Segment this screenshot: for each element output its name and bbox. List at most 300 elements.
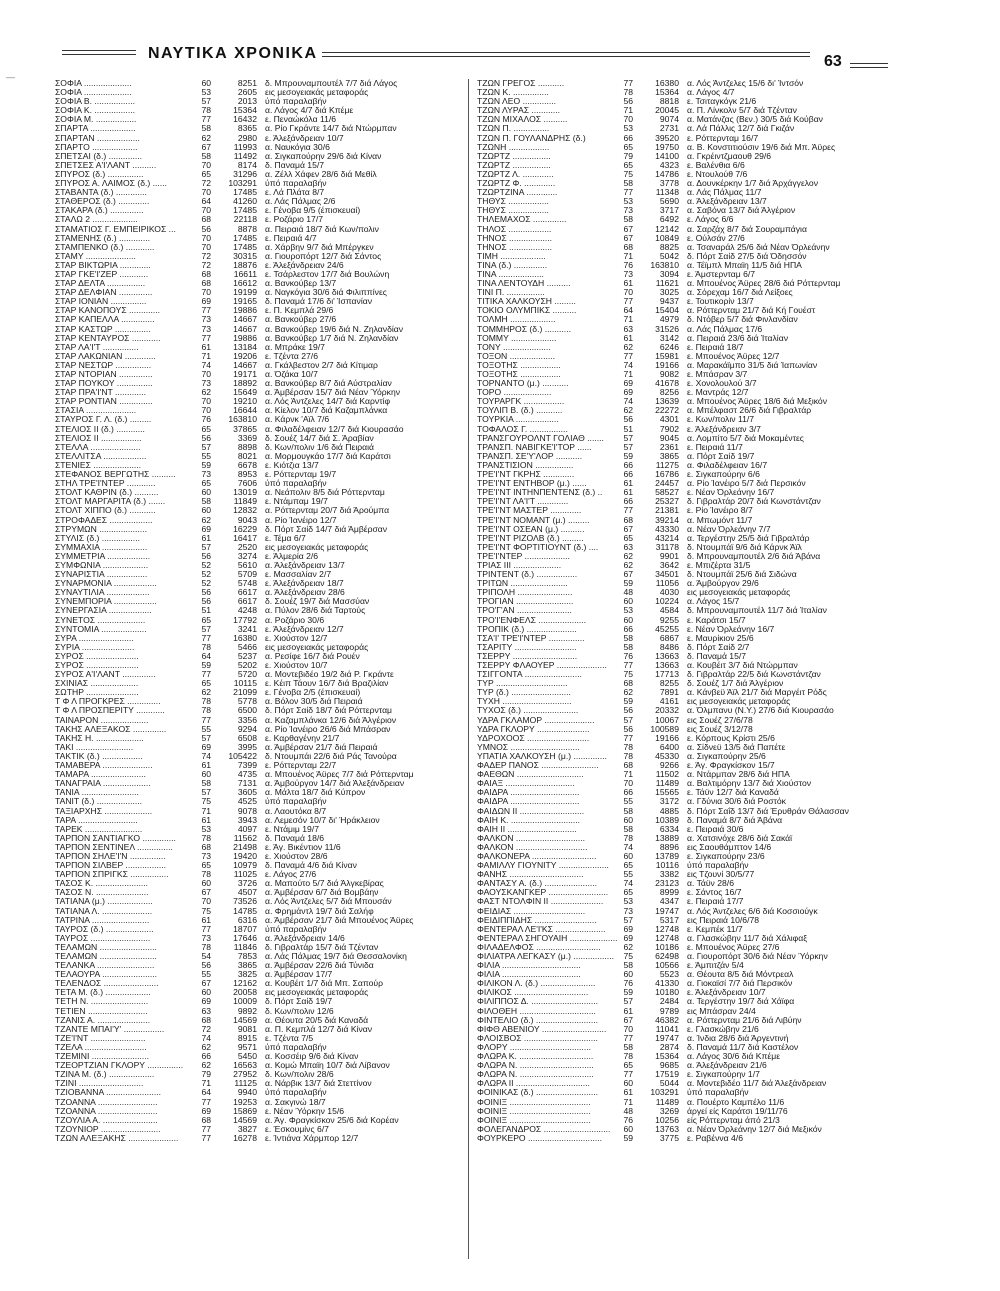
ship-row — [55, 788, 464, 797]
ship-name: ΤΖΩΡΤΖ Φ. ............. — [477, 179, 556, 189]
position-note: ε. Ρόττερνταμ 22/7 — [265, 761, 337, 771]
position-note: ε. Νέαν Όρλεάνην 16/7 — [687, 624, 775, 634]
position-note: ε. Ρόττερνταμ 16/7 — [687, 133, 759, 143]
ship-name: ΤΑΚΤΙΚ (δ.) ................. — [55, 751, 143, 761]
tonnage: 19206 — [233, 351, 257, 361]
ship-name: ΦΑΣΤ ΝΤΟΛΦΙΝ ΙΙ ...................... — [477, 897, 604, 907]
ship-name: ΦΛΩΡΑ ΙΙ ............................... — [477, 1079, 590, 1089]
tonnage: 11275 — [655, 460, 679, 470]
position-note: α. Όλμπανυ (Ν.Υ.) 27/6 διά Κιουρασάο — [687, 706, 834, 716]
ship-row — [477, 734, 887, 743]
position-note: ε. Κέιπ Τάουν 16/7 διά Βραζιλίαν — [265, 679, 389, 689]
tonnage: 18707 — [233, 924, 257, 934]
ship-name: ΣΤΑΡ ΝΤΟΡΙΑΝ .............. — [55, 370, 153, 379]
ship-row — [477, 743, 887, 752]
tonnage: 5317 — [659, 915, 679, 925]
ship-name: ΦΙΛΟΘΕΗ ................................ — [477, 1006, 596, 1016]
position-note: α. Μαρακάϊμπο 31/5 διά Ίαπωνίαν — [687, 360, 818, 370]
ship-name: ΦΕΙΔΙΑΣ .............................. — [477, 906, 586, 916]
build-year: 65 — [201, 479, 211, 489]
position-note: α. Άλεξάνδρειαν 14/6 — [265, 933, 345, 943]
ship-row — [477, 270, 887, 279]
ship-name: ΣΤΥΛΙΣ (δ.) ................ — [55, 533, 140, 543]
tonnage: 4301 — [659, 415, 679, 425]
ship-row — [55, 652, 464, 661]
position-note: άργεί είς Καράτσι 19/11/76 — [687, 1106, 788, 1116]
position-note: ε. Μασσαλίαν 2/7 — [265, 570, 332, 580]
build-year: 56 — [201, 224, 211, 234]
ship-name: ΦΟΙΝΙΞ .................................. — [477, 1097, 591, 1107]
ship-name: ΤΙΝΑ ................... — [477, 269, 544, 279]
tonnage: 103291 — [650, 1088, 679, 1098]
build-year: 70 — [623, 1024, 633, 1034]
ship-row — [55, 579, 464, 588]
tonnage: 163810 — [228, 415, 257, 425]
tonnage: 3827 — [237, 1124, 257, 1134]
ship-row — [477, 925, 887, 934]
ship-name: ΣΥΝΕΤΟΣ .................... — [55, 615, 146, 625]
tonnage: 4735 — [237, 770, 257, 780]
position-note: ε. Ντάμιμ 19/7 — [265, 824, 319, 834]
ship-name: ΤΡΕ'Ι'ΝΤ ΦΟΡΤΙΤΙΟΥΝΤ (δ.) .... — [477, 542, 599, 552]
build-year: 60 — [201, 506, 211, 516]
ship-name: ΤΥΡ (δ.) ......................... — [477, 688, 571, 698]
position-note: α. Τάϋν 28/6 — [687, 879, 734, 889]
ship-name: ΤΟΡΟ .................... — [477, 388, 552, 398]
ship-row — [55, 1034, 464, 1043]
ship-name: ΤΕΛΑΝΚΑ ........................ — [55, 961, 155, 971]
tonnage: 5610 — [237, 560, 257, 570]
position-note: εις μεσογειακάς μεταφοράς — [265, 988, 369, 998]
ship-name: ΥΠΑΤΙΑ ΧΑΛΚΟΥΣΗ (μ.) .............. — [477, 751, 607, 761]
build-year: 57 — [201, 542, 211, 552]
position-note: ε. Χονολουλού 3/7 — [687, 379, 757, 389]
ship-name: ΣΤΕΦΑΝΟΣ ΒΕΡΓΩΤΗΣ .......... — [55, 470, 176, 480]
ship-name: ΤΑΚΗΣ Η. .................... — [55, 733, 144, 743]
ship-name: ΦΛΟΙΣΒΟΣ ............................... — [477, 1033, 598, 1043]
build-year: 79 — [201, 1070, 211, 1080]
build-year: 70 — [201, 160, 211, 170]
build-year: 69 — [201, 524, 211, 534]
tonnage: 25327 — [655, 497, 679, 507]
ship-name: ΤΗΛΕΜΑΧΟΣ .............. — [477, 215, 567, 225]
tonnage: 105422 — [228, 751, 257, 761]
build-year: 60 — [623, 597, 633, 607]
ship-row — [477, 197, 887, 206]
tonnage: 4507 — [237, 888, 257, 898]
tonnage: 43214 — [655, 533, 679, 543]
position-note: δ. Πόρτ Σαίδ 2/7 — [687, 642, 750, 652]
ship-row — [55, 270, 464, 279]
ship-row — [55, 743, 464, 752]
position-note: ε. Μπάσραν 3/7 — [687, 370, 748, 379]
position-note: δ. Σουέζ 19/7 διά Μασσύαν — [265, 597, 370, 607]
ship-row — [55, 1043, 464, 1052]
ship-name: ΤΡΑΝΣΓΟΥΡΟΛΝΤ ΓΟΛΙΑΘ ....... — [477, 433, 604, 443]
build-year: 60 — [201, 770, 211, 780]
ship-row — [55, 907, 464, 916]
build-year: 76 — [623, 260, 633, 270]
header-rule-right-bottom — [850, 67, 888, 68]
tonnage: 19165 — [233, 297, 257, 307]
ship-row — [55, 988, 464, 997]
ship-row — [477, 1061, 887, 1070]
ship-name: ΦΟΙΝΙΚΑΣ (δ.) .......................... — [477, 1088, 599, 1098]
position-note: ε. Ραβέννα 4/6 — [687, 1133, 743, 1143]
ship-name: ΦΛΩΡΑ Ν. ............................... — [477, 1061, 594, 1071]
tonnage: 12748 — [655, 933, 679, 943]
position-note: α. Λάγος 4/7 — [687, 88, 735, 98]
position-note: δ. Κων/πολιν 28/6 — [265, 1070, 334, 1080]
ship-row — [55, 606, 464, 615]
ship-row — [477, 816, 887, 825]
position-note: ε. Άλεξάνδρειαν 12/7 — [265, 624, 344, 634]
tonnage: 16380 — [233, 633, 257, 643]
build-year: 53 — [623, 606, 633, 616]
build-year: 58 — [623, 642, 633, 652]
build-year: 65 — [623, 142, 633, 152]
tonnage: 5523 — [659, 970, 679, 980]
position-note: εις Σαουθάμπτον 14/6 — [687, 842, 772, 852]
ship-row — [477, 1125, 887, 1134]
build-year: 64 — [201, 197, 211, 207]
ship-name: ΤΗΝΟΣ .................. — [477, 242, 553, 252]
position-note: ε. Άλμερία 2/6 — [265, 551, 319, 561]
ship-name: ΤΖΙΝΑ Μ. (δ.) ................... — [55, 1070, 155, 1080]
ship-row — [477, 279, 887, 288]
position-note: α. Τσαναράλ 25/6 διά Νέαν Όρλεάνην — [687, 242, 830, 252]
position-note: ε. Ούλσάν 27/6 — [687, 233, 745, 243]
build-year: 66 — [623, 624, 633, 634]
position-note: ε. Πειραιά 11/7 — [687, 442, 743, 452]
build-year: 78 — [201, 106, 211, 116]
ship-row — [55, 643, 464, 652]
tonnage: 21498 — [233, 842, 257, 852]
ship-name: ΤΑΜΑΒΕΡΑ ..................... — [55, 761, 153, 771]
ship-name: ΤΟΝΥ .................... — [477, 342, 551, 352]
position-note: α. Μπράκε 19/7 — [265, 342, 325, 352]
tonnage: 21099 — [233, 688, 257, 698]
build-year: 61 — [623, 1088, 633, 1098]
build-year: 77 — [201, 115, 211, 125]
tonnage: 8999 — [659, 888, 679, 898]
ship-name: ΤΖΩΝ ΛΕΟ .............. — [477, 97, 557, 107]
position-note: δ. Πόρτ Σαΐδ 13/7 διά Έρυθράν Θάλασσαν — [687, 806, 849, 816]
position-note: α. Άμβέρσαν 6/7 διά Βομβάην — [265, 888, 379, 898]
position-note: εις Σουέζ 27/6/78 — [687, 715, 753, 725]
position-note: ε. Άγ. Φραγκίσκον 15/7 — [687, 761, 775, 771]
ship-name: ΣΤΑΡ ΠΟΥΚΟΥ ............... — [55, 379, 153, 389]
ship-name: ΤΗΘΥΣ ................. — [477, 197, 549, 207]
build-year: 74 — [623, 842, 633, 852]
ship-name: ΤΣΑΡΙΤΥ .......................... — [477, 642, 577, 652]
position-note: α. Λαουτόκα 8/7 — [265, 806, 327, 816]
ship-name: ΣΟΦΙΑ .................... — [55, 79, 132, 88]
tonnage: 3094 — [659, 269, 679, 279]
position-note: α. Κουβέιτ 3/7 διά Ντώρμπαν — [687, 661, 798, 670]
position-note: ε. Κιότζια 13/7 — [265, 460, 319, 470]
ship-row — [55, 625, 464, 634]
position-note: ε. Άλεξάνδρειαν 24/6 — [265, 260, 344, 270]
tonnage: 3943 — [237, 815, 257, 825]
ship-name: ΤΖΩΝ ΓΡΕΓΟΣ ........... — [477, 79, 565, 88]
tonnage: 14667 — [233, 360, 257, 370]
tonnage: 3642 — [659, 560, 679, 570]
ship-row — [477, 352, 887, 361]
position-note: ε. Τζέντα 27/6 — [265, 351, 318, 361]
build-year: 77 — [623, 188, 633, 198]
tonnage: 9901 — [659, 551, 679, 561]
build-year: 55 — [201, 970, 211, 980]
tonnage: 8486 — [659, 642, 679, 652]
ship-name: ΤΣΕΡΡΥ ........................... — [477, 651, 578, 661]
ship-name: ΦΑΛΚΟΝΕΡΑ ........................... — [477, 851, 597, 861]
build-year: 74 — [623, 397, 633, 407]
ship-name: ΣΤΑΡ ΔΕΛΦΙΑΝ .............. — [55, 288, 153, 298]
position-note: α. Κομώ Μπαϊη 10/7 διά Λίβανον — [265, 1061, 390, 1071]
ship-name: ΤΟΥΡΑΡΓΚ ................. — [477, 397, 565, 407]
ship-row — [477, 616, 887, 625]
tonnage: 7131 — [237, 779, 257, 789]
build-year: 66 — [623, 497, 633, 507]
build-year: 78 — [201, 706, 211, 716]
position-note: ε. Έσκουμίνς 6/7 — [265, 1124, 329, 1134]
tonnage: 19886 — [233, 306, 257, 316]
tonnage: 27952 — [233, 1070, 257, 1080]
position-note: εις μεσογειακάς μεταφοράς — [687, 588, 791, 598]
ship-row — [477, 988, 887, 997]
tonnage: 4161 — [659, 697, 679, 707]
tonnage: 13019 — [233, 488, 257, 498]
position-note: δ. Μπρουναμπουτέλ 2/6 διά Άβάνα — [687, 551, 821, 561]
ship-name: ΤΥΧΟΣ (δ.) ....................... — [477, 706, 579, 716]
ship-name: ΤΟΦΑΛΟΣ Γ. ................ — [477, 424, 568, 434]
build-year: 60 — [623, 851, 633, 861]
ship-name: ΣΤΑΣΙΑ ..................... — [55, 406, 137, 416]
ship-name: ΣΤΟΛΤ ΜΑΡΓΑΡΙΤΑ (δ.) ....... — [55, 497, 166, 507]
ship-row — [477, 852, 887, 861]
ship-name: ΤΖΩΝΗ ................. — [477, 142, 550, 152]
ship-row — [55, 506, 464, 515]
tonnage: 17792 — [233, 615, 257, 625]
tonnage: 2980 — [237, 133, 257, 143]
ship-name: ΤΑΚΙ ........................ — [55, 742, 134, 752]
build-year: 78 — [623, 742, 633, 752]
position-note: ε. Κόρπους Κρίστι 25/6 — [687, 733, 775, 743]
tonnage: 15364 — [233, 106, 257, 116]
ship-name: ΤΡΙΝΤΕΝΤ (δ.) ................. — [477, 570, 578, 580]
position-note: α. Καζαμπλάνκα 12/6 διά Άλγέριον — [265, 715, 397, 725]
ship-row — [55, 843, 464, 852]
tonnage: 16229 — [233, 524, 257, 534]
build-year: 73 — [201, 324, 211, 334]
build-year: 66 — [623, 788, 633, 798]
ship-row — [477, 343, 887, 352]
ship-row — [55, 297, 464, 306]
position-note: ε. Τζέντα 7/5 — [265, 1033, 314, 1043]
build-year: 57 — [623, 915, 633, 925]
position-note: ε. Πειραιά 17/7 — [687, 897, 744, 907]
ship-row — [55, 561, 464, 570]
tonnage: 4323 — [659, 160, 679, 170]
ship-name: ΤΑΡΠΟΝ ΣΠΡΙΓΚΣ ................ — [55, 870, 169, 880]
ship-name: ΣΤΑΡ ΔΕΛΤΑ ................ — [55, 279, 146, 289]
ship-row — [55, 779, 464, 788]
build-year: 77 — [201, 670, 211, 680]
tonnage: 6492 — [659, 215, 679, 225]
ship-name: ΤΑΡΕΚ ........................ — [55, 824, 143, 834]
tonnage: 8256 — [659, 388, 679, 398]
ship-name: ΦΙΛΙΚΟΝ Λ. (δ.) ....................... — [477, 979, 596, 989]
build-year: 79 — [623, 151, 633, 161]
tonnage: 2731 — [659, 124, 679, 134]
ship-row — [55, 1061, 464, 1070]
ship-name: ΣΤΗΛ ΤΡΕ'Ι'ΝΤΕΡ ............ — [55, 479, 156, 489]
ship-name: ΤΡΕ'Ι'ΝΤ ΡΙΖΟΛΒ (δ.) ......... — [477, 533, 584, 543]
ship-name: ΤΟΜΜΗΡΟΣ (δ.) ........... — [477, 324, 571, 334]
ship-name: ΣΠΑΡΤΑΝ .................. — [55, 133, 140, 143]
build-year: 57 — [201, 442, 211, 452]
ship-list-column-right — [477, 79, 887, 1143]
tonnage: 5044 — [659, 1079, 679, 1089]
position-note: ε. Π. Κεμπλά 29/6 — [265, 306, 334, 316]
ship-row — [55, 1107, 464, 1116]
position-note: α. Μπέλφαστ 26/6 διά Γιβραλτάρ — [687, 406, 812, 416]
position-note: ε. Ρίο Ίανέιρο 8/7 — [687, 506, 753, 516]
tonnage: 9266 — [659, 761, 679, 771]
tonnage: 8915 — [237, 1033, 257, 1043]
ship-name: ΤΡΕ'Ι'ΝΤ ΙΝΤΗΝΠΕΝΤΕΝΣ (δ.) .. — [477, 488, 603, 498]
ship-row — [477, 543, 887, 552]
ship-row — [55, 534, 464, 543]
build-year: 65 — [201, 615, 211, 625]
build-year: 69 — [623, 924, 633, 934]
build-year: 51 — [623, 424, 633, 434]
ship-row — [55, 352, 464, 361]
ship-row — [55, 206, 464, 215]
ship-name: ΦΙΛΑΔΕΛΦΟΣ ........................... — [477, 942, 601, 952]
position-note: ε. Τουτικορίν 13/7 — [687, 297, 754, 307]
ship-name: ΤΖΑΝΤΕ ΜΠΑΙ'Υ' ................. — [55, 1024, 165, 1034]
ship-row — [477, 588, 887, 597]
tonnage: 13639 — [655, 397, 679, 407]
build-year: 71 — [201, 351, 211, 361]
ship-row — [55, 425, 464, 434]
build-year: 61 — [201, 761, 211, 771]
ship-row — [477, 770, 887, 779]
ship-name: ΦΙΝΤΕΛΙΟ (δ.) .......................... — [477, 1015, 598, 1025]
position-note: α. Άλεξάνδρειαν 21/6 — [687, 1061, 767, 1071]
position-note: ε. Τέμα 6/7 — [265, 533, 306, 543]
position-note: α. Όζάκα 10/7 — [265, 370, 318, 379]
tonnage: 19166 — [655, 360, 679, 370]
position-note: ε. Πειραιά 18/7 — [687, 342, 744, 352]
tonnage: 13789 — [655, 851, 679, 861]
tonnage: 9078 — [237, 806, 257, 816]
position-note: δ. Πόρτ Σαίδ 19/7 — [265, 997, 333, 1007]
position-note: α. Κοσσέιρ 9/6 διά Κίναν — [265, 1052, 359, 1062]
ship-row — [55, 225, 464, 234]
position-note: α. Μπωμόντ 11/7 — [687, 515, 753, 525]
ship-name: ΣΥΝΤΟΜΙΑ ................... — [55, 624, 147, 634]
ship-name: ΤΙΤΙΚΑ ΧΑΛΚΟΥΣΗ ......... — [477, 297, 576, 307]
position-note: ε. Σάντος 16/7 — [687, 888, 742, 898]
ship-row — [55, 252, 464, 261]
build-year: 57 — [623, 442, 633, 452]
build-year: 58 — [623, 961, 633, 971]
ship-row — [477, 170, 887, 179]
position-note: ε. Κεμπέκ 11/7 — [687, 924, 743, 934]
ship-name: ΤΑΝΙΤ (δ.) ................... — [55, 797, 143, 807]
position-note: ύπό παραλαβήν — [265, 924, 327, 934]
ship-name: ΤΟΜΜΥ ................... — [477, 333, 557, 343]
ship-row — [477, 388, 887, 397]
ship-name: ΣΥΡΙΑ ...................... — [55, 642, 135, 652]
position-note: α. Λάς Πάλμας 2/6 — [265, 197, 336, 207]
position-note: δ. Παναμά 15/7 — [687, 651, 747, 661]
tonnage: 13889 — [655, 833, 679, 843]
ship-row — [477, 570, 887, 579]
ship-name: Τ Φ Λ ΠΡΟΓΚΡΕΣ .............. — [55, 697, 161, 707]
tonnage: 19171 — [233, 370, 257, 379]
build-year: 68 — [623, 679, 633, 689]
ship-row — [55, 570, 464, 579]
ship-row — [55, 697, 464, 706]
tonnage: 6617 — [237, 597, 257, 607]
build-year: 69 — [201, 742, 211, 752]
ship-name: ΤΑΡΠΟΝ ΣΗΛΕ'Ι'Ν ............... — [55, 851, 166, 861]
ship-row — [477, 843, 887, 852]
running-head-title: ΝΑΥΤΙΚΑ ΧΡΟΝΙΚΑ — [148, 45, 318, 62]
position-note: ύπό παραλαβήν — [687, 861, 749, 871]
ship-row — [477, 1116, 887, 1125]
build-year: 73 — [201, 933, 211, 943]
build-year: 71 — [623, 370, 633, 379]
ship-row — [477, 1025, 887, 1034]
tonnage: 9940 — [237, 1088, 257, 1098]
ship-row — [55, 134, 464, 143]
position-note: α. Βανκούβερ 1/7 διά Ν. Ζηλανδίαν — [265, 333, 399, 343]
ship-row — [55, 325, 464, 334]
ship-name: ΤΙΜΗ ................... — [477, 251, 546, 261]
position-note: α. Π. Λίνκολν 5/7 διά Τζένταν — [687, 106, 797, 116]
ship-name: ΦΙΛΙΚΟΣ ............................... — [477, 988, 589, 998]
ship-name: ΤΡΕ'Ι'ΝΤ ΕΝΤΗΒΟΡ (μ.) ...... — [477, 479, 587, 489]
ship-row — [55, 706, 464, 715]
ship-row — [55, 415, 464, 424]
position-note: α. Άμβέρσαν 15/7 διά Νέαν Ύόρκην — [265, 388, 401, 398]
tonnage: 14786 — [655, 169, 679, 179]
header-rule-middle-top — [322, 52, 810, 53]
ship-row — [477, 697, 887, 706]
ship-name: ΤΑΜΑΡΑ ....................... — [55, 770, 146, 780]
ship-name: ΣΤΑΡ ΠΡΑ'Ι'ΝΤ ............. — [55, 388, 147, 398]
build-year: 60 — [623, 1079, 633, 1089]
ship-name: ΤΖΩΝ Κ. ............... — [477, 88, 549, 98]
ship-row — [477, 188, 887, 197]
tonnage: 7399 — [237, 761, 257, 771]
ship-row — [477, 215, 887, 224]
tonnage: 2361 — [659, 442, 679, 452]
ship-row — [55, 516, 464, 525]
ship-name: ΣΠΕΤΣΕΣ Α'Ι'ΛΑΝΤ .......... — [55, 160, 157, 170]
ship-name: ΦΑΝΗΣ ............................... — [477, 870, 584, 880]
ship-name: ΤΑΥΡΟΣ ......................... — [55, 933, 151, 943]
ship-row — [55, 925, 464, 934]
ship-name: ΦΑΛΚΟΝ .............................. — [477, 842, 588, 852]
ship-row — [477, 897, 887, 906]
ship-row — [477, 134, 887, 143]
